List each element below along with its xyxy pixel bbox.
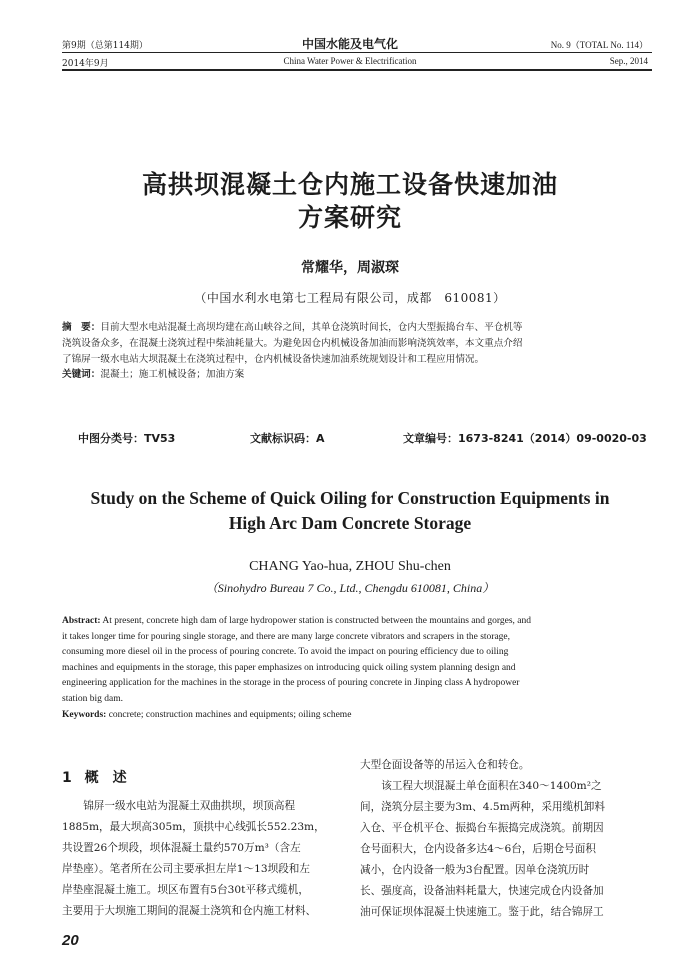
title-cn-line2: 方案研究 — [297, 203, 402, 232]
body-line: 该工程大坝混凝土单仓面积在340～1400m²之 — [381, 780, 602, 792]
body-line: 入仓、平仓机平仓、振捣台车振捣完成浇筑。前期因 — [360, 822, 604, 834]
body-line: 岸垫座混凝土施工。坝区布置有5台30t平移式缆机， — [62, 884, 309, 896]
body-line: 主要用于大坝施工期间的混凝土浇筑和仓内施工材料、 — [62, 905, 317, 917]
abstract-en-line: consuming more diesel oil in the process of pouring concrete. To avoid the impact on pouring efficiency due to oiling — [62, 647, 509, 658]
abstract-en-line: machines and equipments in the storage, this paper emphasizes on introducing quick oiling system planning design and — [62, 662, 516, 673]
title-en-line1: Study on the Scheme of Quick Oiling for Construction Equipments in — [90, 488, 610, 508]
authors-en: CHANG Yao-hua, ZHOU Shu-chen — [249, 559, 451, 574]
abstract-en-line: it takes longer time for pouring single storage, and there are many large concrete vibrators and scrapers in the storage, — [62, 631, 511, 642]
article-number: 文章编号：1673-8241（2014）09-0020-03 — [403, 432, 647, 445]
abstract-cn-label: 摘 要： — [62, 322, 101, 333]
clc-number: 中图分类号：TV53 — [78, 432, 176, 445]
body-right-column — [360, 755, 650, 923]
header-issue-en: No. 9（TOTAL No. 114） — [550, 40, 648, 50]
document-code: 文献标识码：A — [250, 432, 325, 445]
body-line: 油可保证坝体混凝土快速施工。鉴于此，结合锦屏工 — [360, 906, 604, 918]
body-line: 减小，仓内设备一般为3台配置。因单仓浇筑历时 — [360, 864, 590, 876]
abstract-cn — [62, 320, 648, 383]
body-line: 1885m，最大坝高305m，顶拱中心线弧长552.23m， — [62, 821, 325, 833]
authors-cn: 常耀华，周淑琛 — [301, 260, 399, 276]
header-journal-cn: 中国水能及电气化 — [301, 37, 398, 51]
abstract-cn-line: 了锦屏一级水电站大坝混凝土在浇筑过程中，仓内机械设备快速加油系统规划设计和工程应用情况。 — [62, 353, 485, 365]
header-date-en: Sep., 2014 — [609, 56, 648, 66]
body-line: 锦屏一级水电站为混凝土双曲拱坝，坝顶高程 — [83, 800, 296, 812]
header-rule-bottom — [62, 69, 652, 71]
abstract-en-line: station big dam. — [62, 693, 123, 704]
abstract-cn-line: 目前大型水电站混凝土高坝均建在高山峡谷之间，其单仓浇筑时间长，仓内大型振捣台车、平仓机等 — [100, 322, 523, 333]
body-line: 仓号面积大，仓内设备多达4～6台，后期仓号面积 — [360, 843, 596, 855]
abstract-cn-line: 浇筑设备众多，在混凝土浇筑过程中柴油耗量大。为避免因仓内机械设备加油而影响浇筑效率，本文重点介绍 — [62, 337, 523, 349]
section-heading — [62, 767, 127, 787]
body-left-column — [62, 796, 345, 922]
affiliation-cn: （中国水利水电第七工程局有限公司，成都 610081） — [194, 291, 506, 305]
title-en-line2: High Arc Dam Concrete Storage — [228, 513, 472, 533]
keywords-en-label: Keywords: — [62, 709, 107, 720]
body-line: 间，浇筑分层主要为3m、4.5m两种，采用缆机卸料 — [360, 801, 605, 813]
body-line: 岸垫座）。笔者所在公司主要承担左岸1～13坝段和左 — [62, 863, 310, 875]
header-rule-top — [62, 52, 652, 53]
header-date-cn: 2014年9月 — [62, 59, 109, 69]
header-journal-en: China Water Power & Electrification — [283, 56, 417, 66]
keywords-cn-label: 关键词： — [62, 369, 101, 381]
affiliation-en: （Sinohydro Bureau 7 Co., Ltd., Chengdu 610081, China） — [205, 581, 495, 595]
abstract-en-label: Abstract: — [62, 616, 101, 626]
abstract-en-line: engineering application for the machines in the storage in the process of pouring concrete in Jinping class A hydropower — [62, 678, 520, 689]
section-number: 1 — [62, 770, 72, 786]
body-line: 共设置26个坝段，坝体混凝土量约570万m³（含左 — [62, 842, 301, 854]
header-issue-cn: 第9期（总第114期） — [62, 41, 148, 51]
page-number: 20 — [62, 932, 79, 949]
abstract-en — [62, 614, 648, 723]
keywords-en: concrete; construction machines and equipments; oiling scheme — [108, 709, 352, 720]
title-cn-line1: 高拱坝混凝土仓内施工设备快速加油 — [141, 170, 558, 199]
body-line: 长、强度高，设备油料耗量大，快速完成仓内设备加 — [360, 885, 604, 897]
keywords-cn: 混凝土；施工机械设备；加油方案 — [100, 369, 245, 381]
section-title: 概 述 — [84, 770, 127, 786]
abstract-en-line: At present, concrete high dam of large hydropower station is constructed between the mountains and gorges, and — [102, 616, 531, 626]
body-line: 大型仓面设备等的吊运入仓和转仓。 — [360, 759, 530, 771]
